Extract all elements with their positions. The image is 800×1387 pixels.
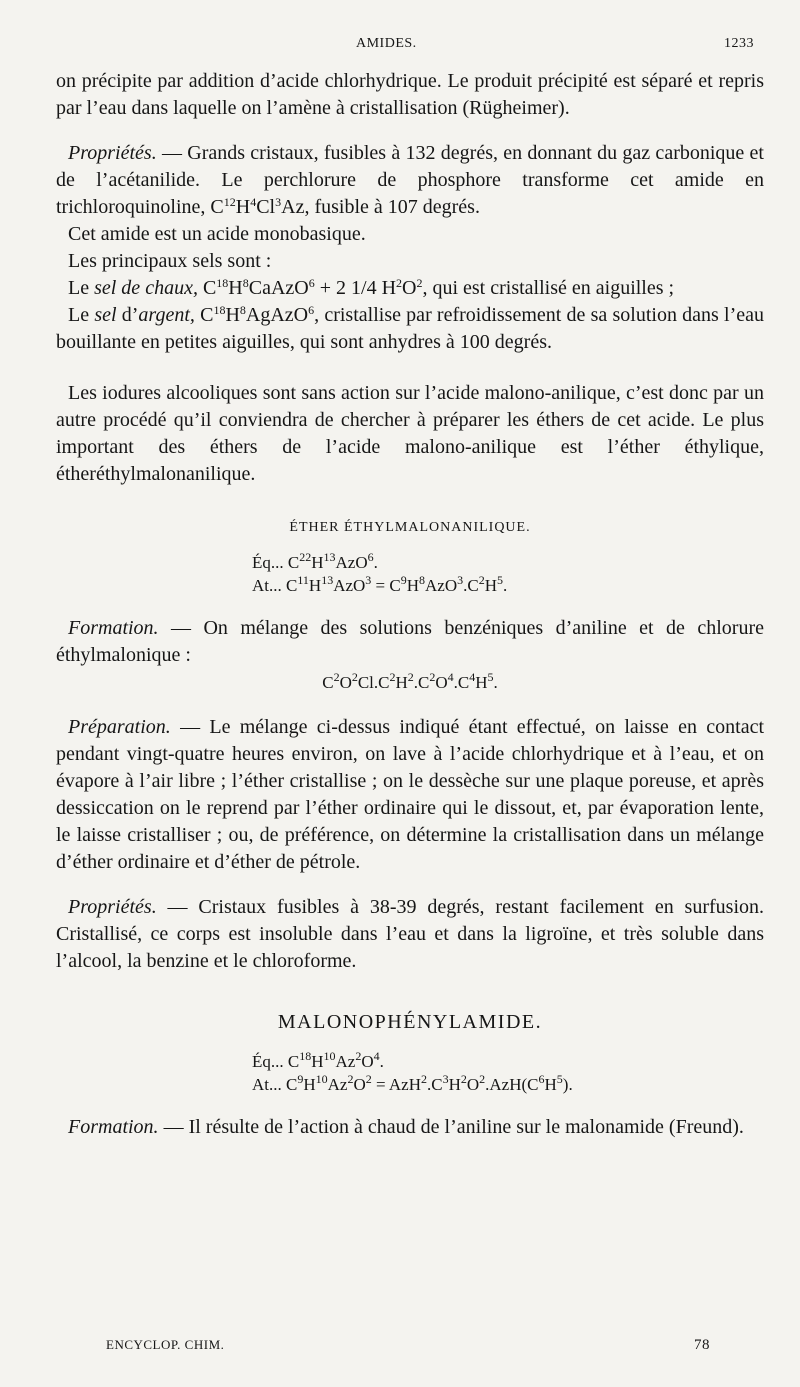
formula-sup: 2 (478, 573, 485, 587)
salt-label: sel (94, 304, 117, 326)
formula-part: .C (453, 673, 470, 692)
formula-part: O (353, 1075, 366, 1094)
formula-sup: 6 (538, 1072, 545, 1086)
formula-part: H (303, 1075, 316, 1094)
formula-part: O (402, 277, 417, 299)
page-number: 1233 (724, 36, 754, 51)
formula-sup: 2 (365, 1072, 372, 1086)
formula-sup: 2 (347, 1072, 354, 1086)
formula-part: O (435, 673, 448, 692)
paragraph-lime-salt (56, 275, 764, 302)
paragraph-continuation (56, 68, 764, 122)
formula-part: C (283, 553, 300, 572)
page-footer (0, 1337, 800, 1357)
formula-sup: 8 (419, 573, 426, 587)
formula-part: H (395, 673, 408, 692)
formula-sup: 8 (239, 303, 246, 317)
formula-sup: 18 (299, 1049, 312, 1063)
formula-sup: 2 (333, 670, 340, 684)
formula-part: O (361, 1052, 374, 1071)
paragraph-text: — Il résulte de l’action à chaud de l’aniline sur le malonamide (Freund). (158, 1116, 744, 1138)
formula-sup: 2 (396, 276, 403, 290)
formula-label: At... (252, 1075, 282, 1094)
paragraph-iodides (56, 380, 764, 488)
formula-part: H (311, 1052, 324, 1071)
section-title-ether: ÉTHER ÉTHYLMALONANILIQUE. (289, 520, 531, 535)
formula-sup: 3 (457, 573, 464, 587)
text-part: Le (68, 304, 95, 326)
paragraph-properties-acid (56, 140, 764, 221)
formula-part: .AzH(C (485, 1075, 539, 1094)
paragraph-formation-ether (56, 615, 764, 669)
formula-part: Az (327, 1075, 348, 1094)
footer-signature: 78 (694, 1337, 710, 1353)
paragraph-salts-intro (56, 248, 764, 275)
formula-sup: 18 (216, 276, 229, 290)
section-label: Propriétés. (68, 896, 157, 918)
formula-label: Éq... (252, 1052, 284, 1071)
formula-sup: 4 (250, 195, 257, 209)
formula-part: H (484, 576, 497, 595)
formula-sup: 2 (355, 1049, 362, 1063)
formula-part: Az, fusible à 107 degrés. (281, 196, 480, 218)
formula-sup: 6 (367, 550, 374, 564)
formula-sup: 2 (420, 1072, 427, 1086)
text-part: , cristallise par refroidissement de sa solution dans l’eau bouillante en petites aiguilles, qui sont anhydres à 100 degrés. (56, 304, 765, 353)
salt-label: argent, (138, 304, 195, 326)
formula-part: . (373, 553, 378, 572)
formula-block-amide (252, 1050, 764, 1096)
paragraph-text: — On mélange des solutions benzéniques d’aniline et de chlorure éthylmalonique : (56, 617, 764, 666)
formula-sup: 2 (479, 1072, 486, 1086)
formula-part: O (339, 673, 352, 692)
formula-atomic (252, 1073, 764, 1096)
formula-part: O (466, 1075, 480, 1094)
formula-sup: 2 (460, 1072, 467, 1086)
formula-part: + 2 1/4 H (314, 277, 397, 299)
formula-sup: 9 (297, 1072, 304, 1086)
section-label: Propriétés. (68, 142, 157, 164)
formula-part: CaAzO (248, 277, 309, 299)
paragraph-properties-ether (56, 894, 764, 975)
formula-part: H (406, 576, 420, 595)
formula-part: . (493, 673, 498, 692)
formula-sup: 5 (556, 1072, 563, 1086)
formula-label: At... (252, 576, 282, 595)
formula-sup: 18 (213, 303, 226, 317)
formula-sup: 12 (223, 195, 236, 209)
formula-part: H (308, 576, 322, 595)
formula-sup: 8 (242, 276, 249, 290)
paragraph-text: — Le mélange ci-dessus indiqué étant effectué, on laisse en contact pendant vingt-quatre heures environ, on lave à l’acide chlorhydrique et à l’eau, et on évapore à l’air libre ; l’éther cristallise ; on le dessèche sur une plaque poreuse, et après dessiccation on le reprend par l’éther ordinaire qui le dissout, et, par évaporation lente, le laisse cristalliser ; ou, de préférence, on détermine la cristallisation dans un mélange d’éther ordinaire et d’éther de pétrole. (56, 716, 764, 873)
text-part: Le (68, 277, 95, 299)
formula-part: AgAzO (245, 304, 309, 326)
paragraph-text: Les principaux sels sont : (68, 250, 272, 272)
running-header (0, 36, 800, 56)
paragraph-formation-amide (56, 1114, 764, 1141)
section-label: Formation. (68, 1116, 159, 1138)
formula-sup: 13 (323, 550, 336, 564)
formula-part: C (197, 277, 217, 299)
formula-sup: 22 (299, 550, 312, 564)
paragraph-text: on précipite par addition d’acide chlorhydrique. Le produit précipité est séparé et repris par l’eau dans laquelle on l’amène à cristallisation (Rügheimer). (56, 70, 764, 119)
formula-sup: 6 (308, 276, 315, 290)
formula-sup: 2 (429, 670, 436, 684)
formula-sup: 2 (389, 670, 396, 684)
paragraph-silver-salt (56, 302, 764, 356)
formula-chloride (56, 669, 764, 696)
salt-label: sel de chaux, (94, 277, 198, 299)
formula-sup: 11 (297, 573, 309, 587)
paragraph-text: — Grands cristaux, fusibles à 132 degrés, en donnant du gaz carbonique et de l’acétanilide. Le perchlorure de phosphore transforme cet amide en trichloroquinoline, C (56, 142, 764, 218)
formula-part: C (283, 1052, 300, 1071)
formula-part: .C (426, 1075, 443, 1094)
formula-sup: 4 (447, 670, 454, 684)
formula-sup: 6 (308, 303, 315, 317)
formula-part: C (281, 576, 298, 595)
formula-part: H (475, 673, 488, 692)
formula-part: . (379, 1052, 384, 1071)
section-label: Formation. (68, 617, 159, 639)
formula-part: H (228, 277, 243, 299)
formula-part: AzO (335, 553, 368, 572)
paragraph-monobasic (56, 221, 764, 248)
formula-sup: 2 (351, 670, 358, 684)
formula-part: .C (413, 673, 430, 692)
formula-part: C (194, 304, 214, 326)
formula-part: Cl.C (357, 673, 390, 692)
text-part: , qui est cristallisé en aiguilles ; (422, 277, 675, 299)
formula-part: Az (335, 1052, 356, 1071)
paragraph-preparation-ether (56, 714, 764, 876)
section-title-malonophenylamide: MALONOPHÉNYLAMIDE. (277, 1011, 543, 1033)
formula-equivalent (252, 551, 764, 574)
formula-sup: 3 (442, 1072, 449, 1086)
text-part: d’ (116, 304, 139, 326)
formula-sup: 4 (469, 670, 476, 684)
formula-part: ). (562, 1075, 573, 1094)
formula-sup: 3 (275, 195, 282, 209)
paragraph-text: — Cristaux fusibles à 38-39 degrés, restant facilement en surfusion. Cristallisé, ce corps est insoluble dans l’eau et dans la ligroïne, et très soluble dans l’alcool, la benzine et le chloroforme. (56, 896, 764, 972)
section-label: Préparation. (68, 716, 171, 738)
formula-sup: 2 (407, 670, 414, 684)
formula-sup: 4 (373, 1049, 380, 1063)
formula-sup: 10 (323, 1049, 336, 1063)
formula-sup: 13 (321, 573, 334, 587)
formula-atomic (252, 574, 764, 597)
footer-publication: ENCYCLOP. CHIM. (106, 1337, 225, 1352)
formula-sup: 5 (487, 670, 494, 684)
formula-part: H (225, 304, 240, 326)
formula-sup: 5 (497, 573, 503, 587)
formula-sup: 2 (416, 276, 423, 290)
formula-sup: 10 (315, 1072, 328, 1086)
running-title: AMIDES. (356, 36, 417, 51)
formula-part: C (322, 673, 334, 692)
formula-part: .C (463, 576, 479, 595)
formula-part: H (544, 1075, 557, 1094)
formula-part: H (448, 1075, 461, 1094)
formula-part: H (235, 196, 251, 218)
formula-part: = C (371, 576, 401, 595)
formula-part: C (281, 1075, 298, 1094)
formula-part: . (503, 576, 508, 595)
formula-part: Cl (256, 196, 276, 218)
formula-sup: 3 (365, 573, 372, 587)
formula-equivalent (252, 1050, 764, 1073)
formula-part: H (311, 553, 324, 572)
formula-block-ether (252, 551, 764, 597)
formula-part: = AzH (371, 1075, 421, 1094)
formula-sup: 9 (400, 573, 407, 587)
page-body (56, 68, 764, 1141)
formula-part: AzO (333, 576, 366, 595)
paragraph-text: Les iodures alcooliques sont sans action sur l’acide malono-anilique, c’est donc par un autre procédé qu’il conviendra de chercher à préparer les éthers de cet acide. Le plus important des éthers de l’acide malono-anilique est l’éther éthylique, étheréthylmalonanilique. (56, 382, 764, 485)
formula-part: AzO (425, 576, 458, 595)
paragraph-text: Cet amide est un acide monobasique. (68, 223, 366, 245)
formula-label: Éq... (252, 553, 284, 572)
